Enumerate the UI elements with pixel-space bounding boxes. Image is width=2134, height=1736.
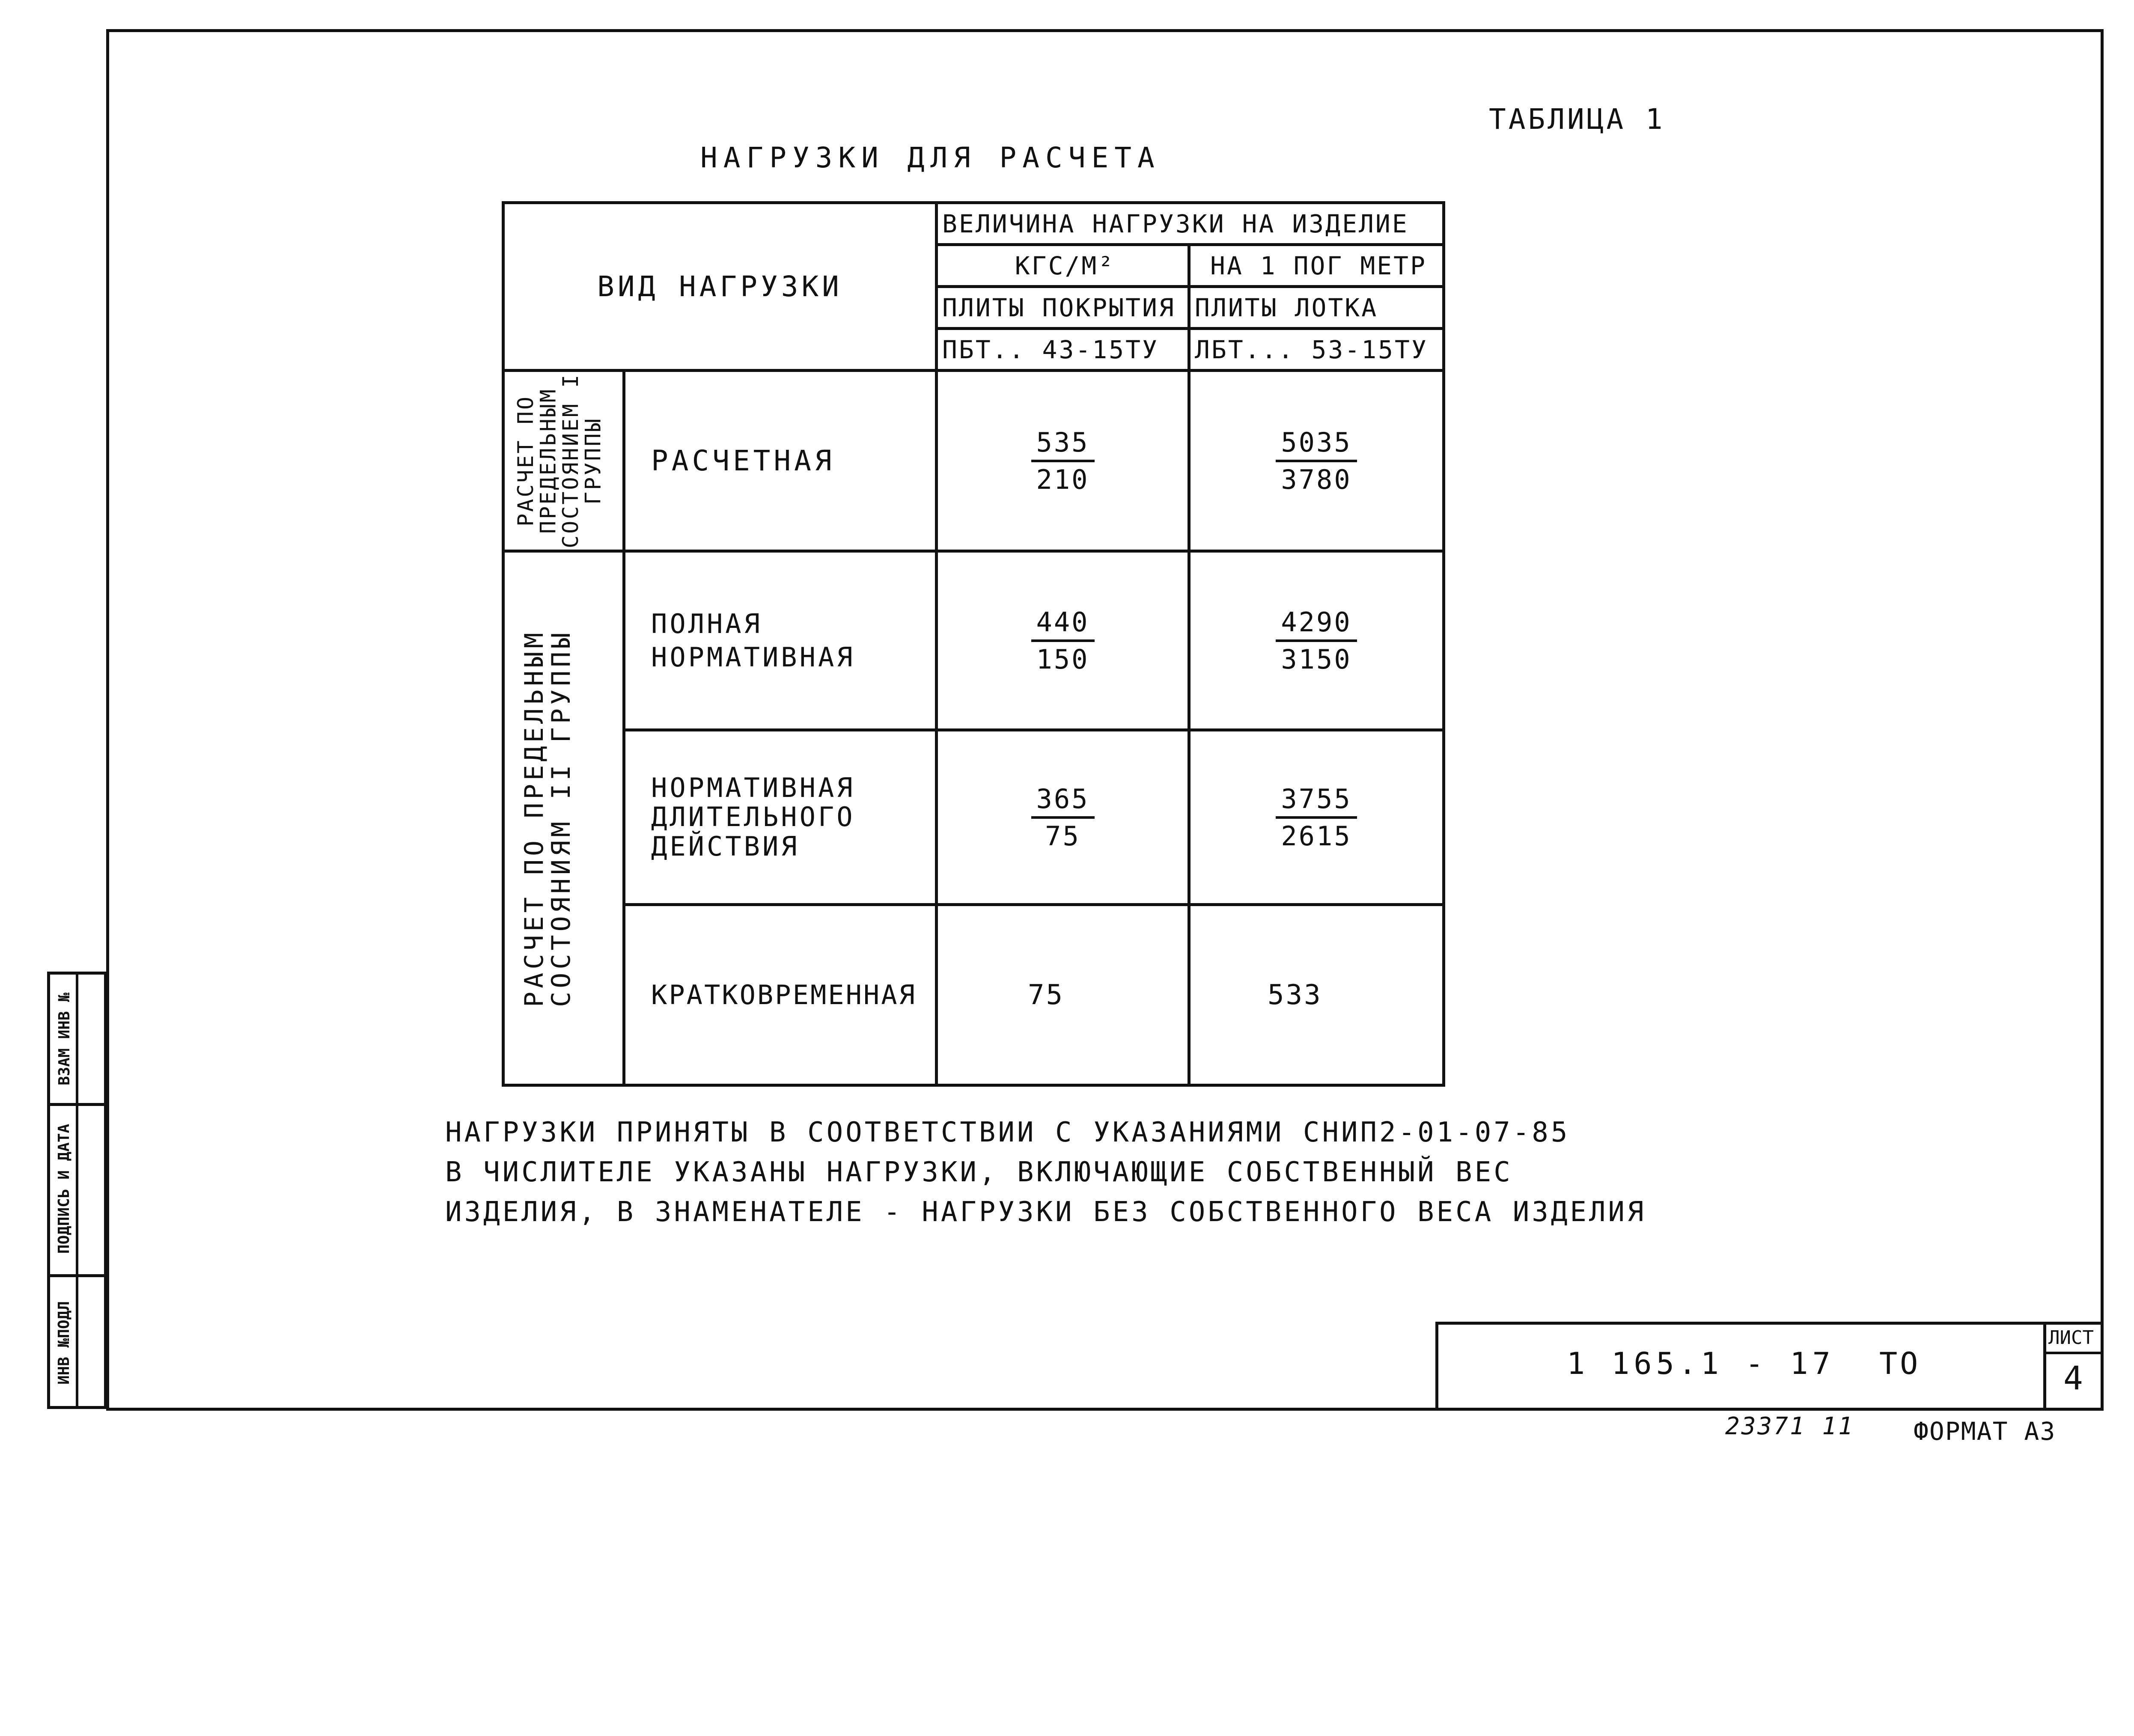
value-cell: 75 <box>937 905 1189 1085</box>
table-row <box>503 730 1444 905</box>
loads-table <box>502 201 1445 1087</box>
row-name: РАСЧЕТНАЯ <box>624 371 937 551</box>
header-unit-1: КГС/М² <box>937 245 1189 287</box>
header-mark-1: ПБТ.. 43-15ТУ <box>937 329 1189 371</box>
header-mark-2: ЛБТ... 53-15ТУ <box>1189 329 1444 371</box>
group-2-label: РАСЧЕТ ПО ПРЕДЕЛЬНЫМ СОСТОЯНИЯМ II ГРУППЫ <box>503 551 624 1085</box>
side-stamp-inv-orig: ИНВ №ПОДЛ <box>55 1301 73 1385</box>
table-row <box>503 551 1444 730</box>
note-line: В ЧИСЛИТЕЛЕ УКАЗАНЫ НАГРУЗКИ, ВКЛЮЧАЮЩИЕ СОБСТВЕННЫЙ ВЕС <box>445 1156 1513 1188</box>
notes <box>445 1113 1646 1232</box>
value-cell: $\frac{365}{75}$ <box>937 730 1189 905</box>
page-title: НАГРУЗКИ ДЛЯ РАСЧЕТА <box>700 141 1161 174</box>
row-name: ПОЛНАЯ НОРМАТИВНАЯ <box>624 551 937 730</box>
header-magnitude: ВЕЛИЧИНА НАГРУЗКИ НА ИЗДЕЛИЕ <box>937 203 1444 245</box>
row-name: НОРМАТИВНАЯ ДЛИТЕЛЬНОГО ДЕЙСТВИЯ <box>624 730 937 905</box>
header-unit-2: НА 1 ПОГ МЕТР <box>1189 245 1444 287</box>
value-cell: $\frac{535}{210}$ <box>937 371 1189 551</box>
table-row <box>503 905 1444 1085</box>
value-cell: $\frac{440}{150}$ <box>937 551 1189 730</box>
table-label: ТАБЛИЦА 1 <box>1489 103 1665 136</box>
table-row <box>503 371 1444 551</box>
sheet-number: 4 <box>2063 1359 2083 1397</box>
sheet-label: ЛИСТ <box>2048 1327 2094 1349</box>
value-cell: $\frac{4290}{3150}$ <box>1189 551 1444 730</box>
side-stamp-inv-repl: ВЗАМ ИНВ № <box>55 992 73 1085</box>
archive-number: 23371 11 <box>1725 1412 1854 1440</box>
header-load-type: ВИД НАГРУЗКИ <box>503 203 937 371</box>
value-cell: $\frac{3755}{2615}$ <box>1189 730 1444 905</box>
group-1-label: РАСЧЕТ ПО ПРЕДЕЛЬНЫМ СОСТОЯНИЕМ I ГРУППЫ <box>503 371 624 551</box>
value-cell: 533 <box>1189 905 1444 1085</box>
paper-format: ФОРМАТ А3 <box>1914 1417 2056 1446</box>
side-stamp <box>47 972 107 1409</box>
document-type: ТО <box>1879 1346 1921 1381</box>
document-code: 1 165.1 - 17 <box>1567 1346 1835 1381</box>
note-line: НАГРУЗКИ ПРИНЯТЫ В СООТВЕТСТВИИ С УКАЗАНИЯМИ СНИП2-01-07-85 <box>445 1117 1570 1148</box>
note-line: ИЗДЕЛИЯ, В ЗНАМЕНАТЕЛЕ - НАГРУЗКИ БЕЗ СОБСТВЕННОГО ВЕСА ИЗДЕЛИЯ <box>445 1196 1646 1228</box>
side-stamp-sign-date: ПОДПИСЬ И ДАТА <box>55 1124 73 1254</box>
header-product-2: ПЛИТЫ ЛОТКА <box>1189 287 1444 329</box>
row-name: КРАТКОВРЕМЕННАЯ <box>624 905 937 1085</box>
header-product-1: ПЛИТЫ ПОКРЫТИЯ <box>937 287 1189 329</box>
value-cell: $\frac{5035}{3780}$ <box>1189 371 1444 551</box>
